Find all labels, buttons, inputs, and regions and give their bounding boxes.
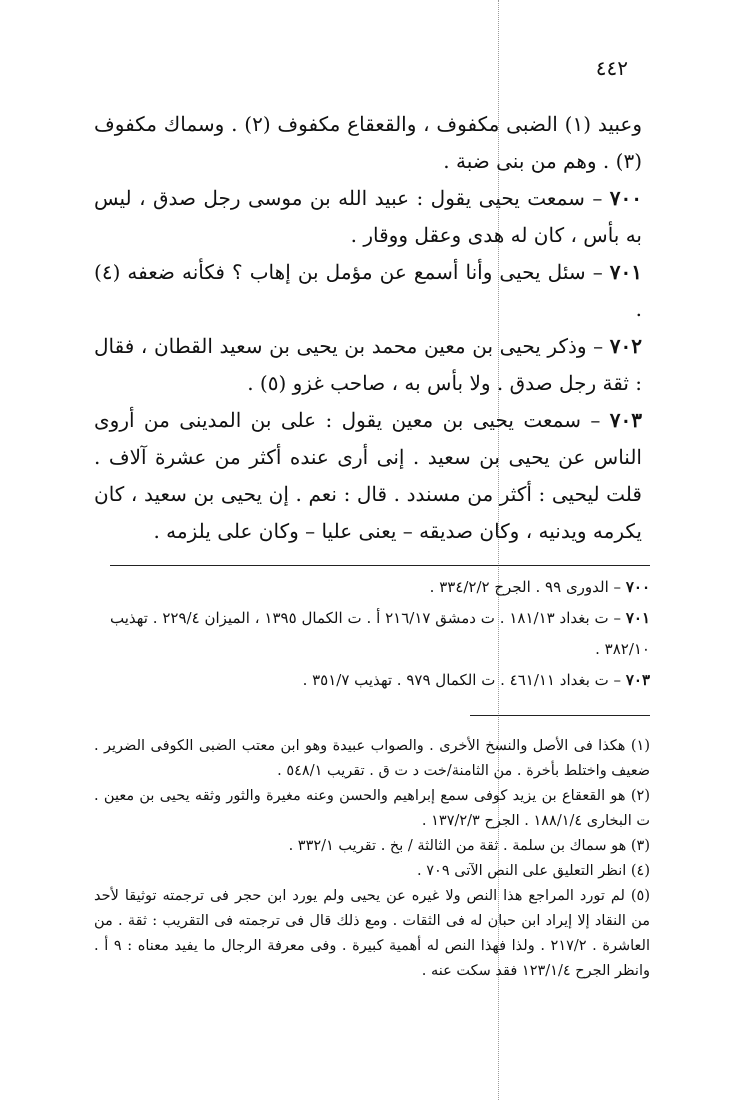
reference-text: – ت بغداد ١٨١/١٣ . ت دمشق ٢١٦/١٧ أ . ت الكمال ١٣٩٥ ، الميزان ٢٢٩/٤ . تهذيب ٣٨٢/١٠ . [110, 609, 650, 658]
reference-text: – ت بغداد ٤٦١/١١ . ت الكمال ٩٧٩ . تهذيب ٣٥١/٧ . [302, 671, 626, 689]
footnote-rule [470, 715, 650, 716]
footnote-5: (٥) لم تورد المراجع هذا النص ولا غيره عن يحيى ولم يورد ابن حجر فى ترجمته توثيقا لأحد من النقاد إلا إيراد ابن حبان له فى الثقات . ومع ذلك قال فى ترجمته فى التقريب : ثقة . من العاشرة . ٢١٧/٢ . ولذا فهذا النص له أهمية كبيرة . وفى معرفة الرجال ما يفيد معناه : ٩ أ . وانظر الجرح ١٢٣/١/٤ فقد سكت عنه . [94, 888, 651, 979]
reference-700 [110, 572, 650, 603]
paragraph-text: – سئل يحيى وأنا أسمع عن مؤمل بن إهاب ؟ فكأنه ضعفه (٤) . [94, 260, 642, 321]
entry-number: ٧٠٠ [609, 186, 642, 210]
footnote-4: (٤) انظر التعليق على النص الآتى ٧٠٩ . [417, 863, 650, 879]
entry-number: ٧٠٣ [609, 408, 642, 432]
footnote-2: (٢) هو القعقاع بن يزيد كوفى سمع إبراهيم والحسن وعنه مغيرة والثور وثقه يحيى بن معين . ت البخارى ١٨٨/١/٤ . الجرح ١٣٧/٢/٣ . [94, 788, 650, 829]
paragraph-701 [94, 254, 642, 328]
main-text [94, 106, 642, 550]
paragraph-703 [94, 402, 642, 550]
reference-text: – الدورى ٩٩ . الجرح ٣٣٤/٢/٢ . [429, 578, 626, 596]
paragraph-text: وعبيد (١) الضبى مكفوف ، والقعقاع مكفوف (٢) . وسماك مكفوف (٣) . وهم من بنى ضبة . [94, 112, 642, 173]
footnote-1: (١) هكذا فى الأصل والنسخ الأخرى . والصواب عبيدة وهو ابن معتب الضبى الكوفى الضرير . ضعيف واختلط بأخرة . من الثامنة/خت د ت ق . تقريب ٥٤٨/١ . [94, 738, 650, 779]
separator-rule [110, 565, 650, 566]
footnotes-block [94, 734, 650, 984]
page-number: ٤٤٢ [595, 56, 628, 80]
paragraph-702 [94, 328, 642, 402]
paragraph-700 [94, 180, 642, 254]
references-block [110, 572, 650, 696]
reference-number: ٧٠١ [625, 609, 651, 627]
paragraph-text: – سمعت يحيى بن معين يقول : على بن المدينى من أروى الناس عن يحيى بن سعيد . إنى أرى عنده أكثر من عشرة آلاف . قلت ليحيى : أكثر من مسندد . قال : نعم . إن يحيى بن سعيد ، كان يكرمه ويدنيه ، وكان صديقه – يعنى عليا – وكان على يلزمه . [94, 408, 642, 543]
paragraph-text: – سمعت يحيى يقول : عبيد الله بن موسى رجل صدق ، ليس به بأس ، كان له هدى وعقل ووقار . [94, 186, 642, 247]
footnote-3: (٣) هو سماك بن سلمة . ثقة من الثالثة / بخ . تقريب ٣٣٢/١ . [288, 838, 650, 854]
reference-701 [110, 603, 650, 665]
reference-number: ٧٠٣ [625, 671, 650, 689]
entry-number: ٧٠٢ [609, 334, 642, 358]
paragraph-intro [94, 106, 642, 180]
paragraph-text: – وذكر يحيى بن معين محمد بن يحيى بن سعيد القطان ، فقال : ثقة رجل صدق . ولا بأس به ، صاحب غزو (٥) . [94, 334, 642, 395]
reference-703 [110, 665, 650, 696]
entry-number: ٧٠١ [609, 260, 642, 284]
reference-number: ٧٠٠ [625, 578, 650, 596]
